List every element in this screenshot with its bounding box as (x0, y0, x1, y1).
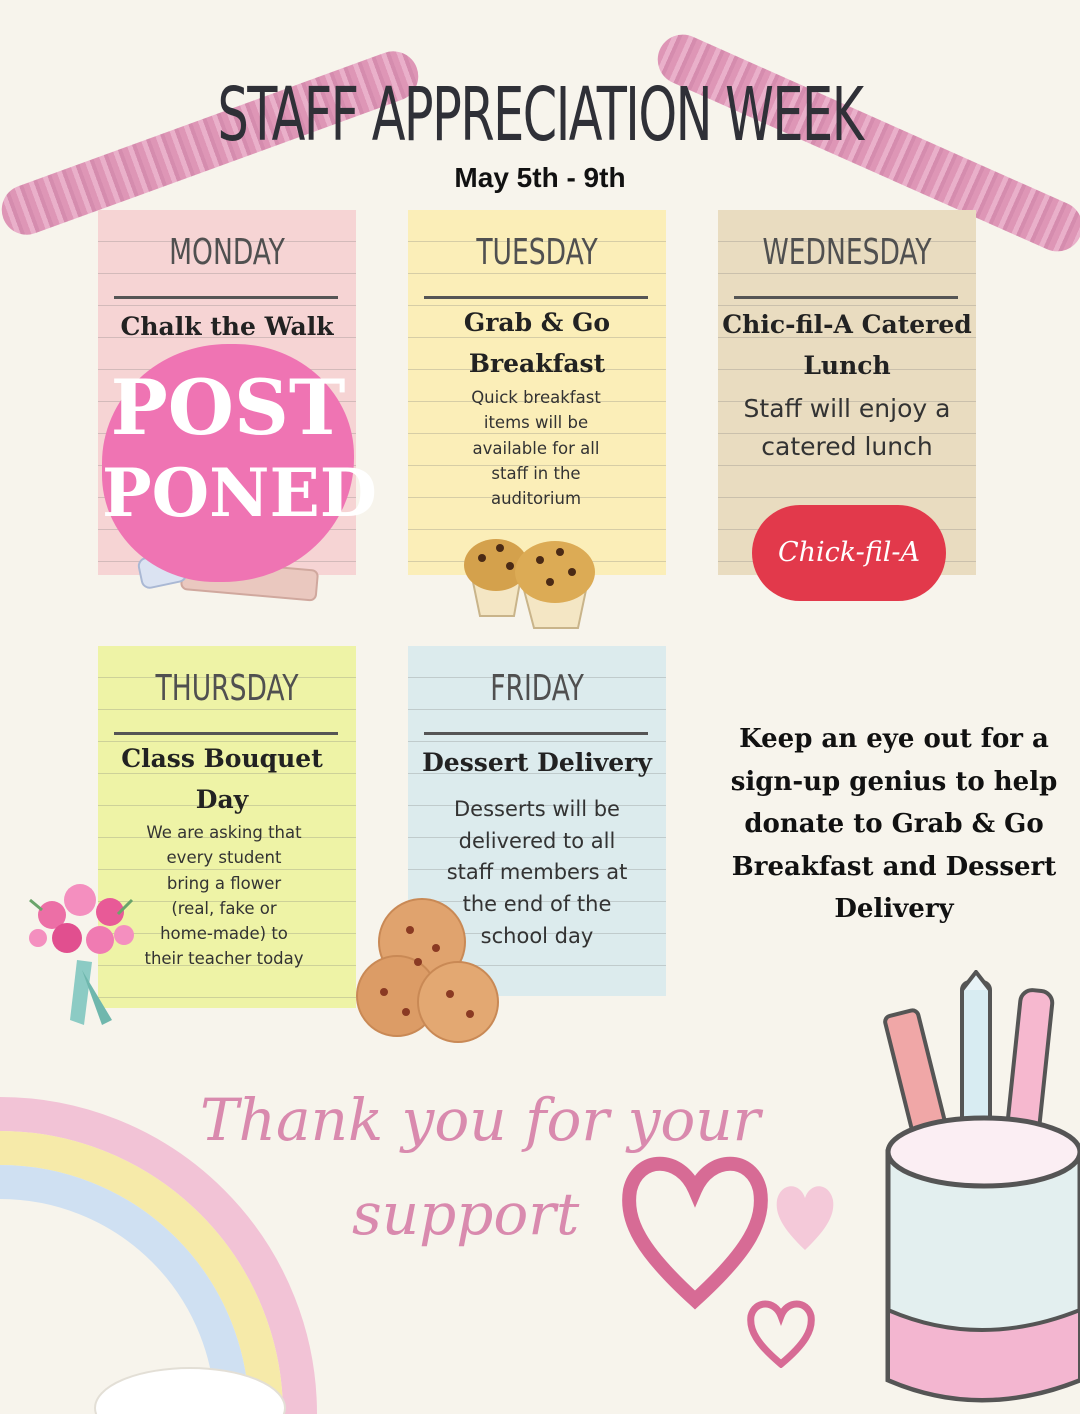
monday-event-title: Chalk the Walk (120, 312, 334, 341)
chick-fil-a-logo: Chick-fil-A (752, 505, 946, 601)
monday-day-label: MONDAY (169, 232, 285, 273)
wednesday-day-label: WEDNESDAY (762, 232, 932, 273)
wednesday-event-title: Chic-fil-A Catered Lunch (722, 310, 972, 380)
postponed-stamp-line1: POST (110, 363, 346, 452)
divider (114, 732, 338, 735)
tuesday-description: Quick breakfast items will be available for all staff in the auditorium (471, 388, 601, 509)
cookies-icon (352, 896, 502, 1046)
wednesday-description: Staff will enjoy a catered lunch (743, 394, 951, 461)
thank-you-message-line1: Thank you for your (200, 1086, 761, 1154)
thank-you-message-line2: support (352, 1180, 580, 1248)
friday-day-label: FRIDAY (490, 668, 584, 709)
thursday-description: We are asking that every student bring a flower (real, fake or home-made) to their teacher today (144, 823, 304, 969)
page-title: STAFF APPRECIATION WEEK (217, 72, 863, 158)
divider (734, 296, 958, 299)
bouquet-icon (22, 870, 142, 1030)
divider (424, 732, 648, 735)
thursday-event-title: Class Bouquet Day (121, 744, 323, 814)
heart-icon-large (620, 1140, 770, 1310)
friday-event-title: Dessert Delivery (422, 748, 652, 777)
divider (114, 296, 338, 299)
divider (424, 296, 648, 299)
friday-description: Desserts will be delivered to all staff members at the end of the school day (446, 797, 628, 948)
sign-up-note: Keep an eye out for a sign-up genius to help donate to Grab & Go Breakfast and Dessert Delivery (730, 724, 1058, 924)
postponed-stamp-line2: PONED (102, 454, 377, 532)
muffin-icon (458, 520, 608, 635)
tuesday-event-title: Grab & Go Breakfast (463, 308, 611, 378)
tuesday-day-label: TUESDAY (476, 232, 598, 273)
pencil-cup-icon (870, 970, 1080, 1414)
date-range: May 5th - 9th (454, 162, 626, 193)
heart-icon-small-bottom (745, 1296, 817, 1368)
thursday-day-label: THURSDAY (155, 668, 299, 709)
heart-icon-small-top (772, 1176, 838, 1254)
